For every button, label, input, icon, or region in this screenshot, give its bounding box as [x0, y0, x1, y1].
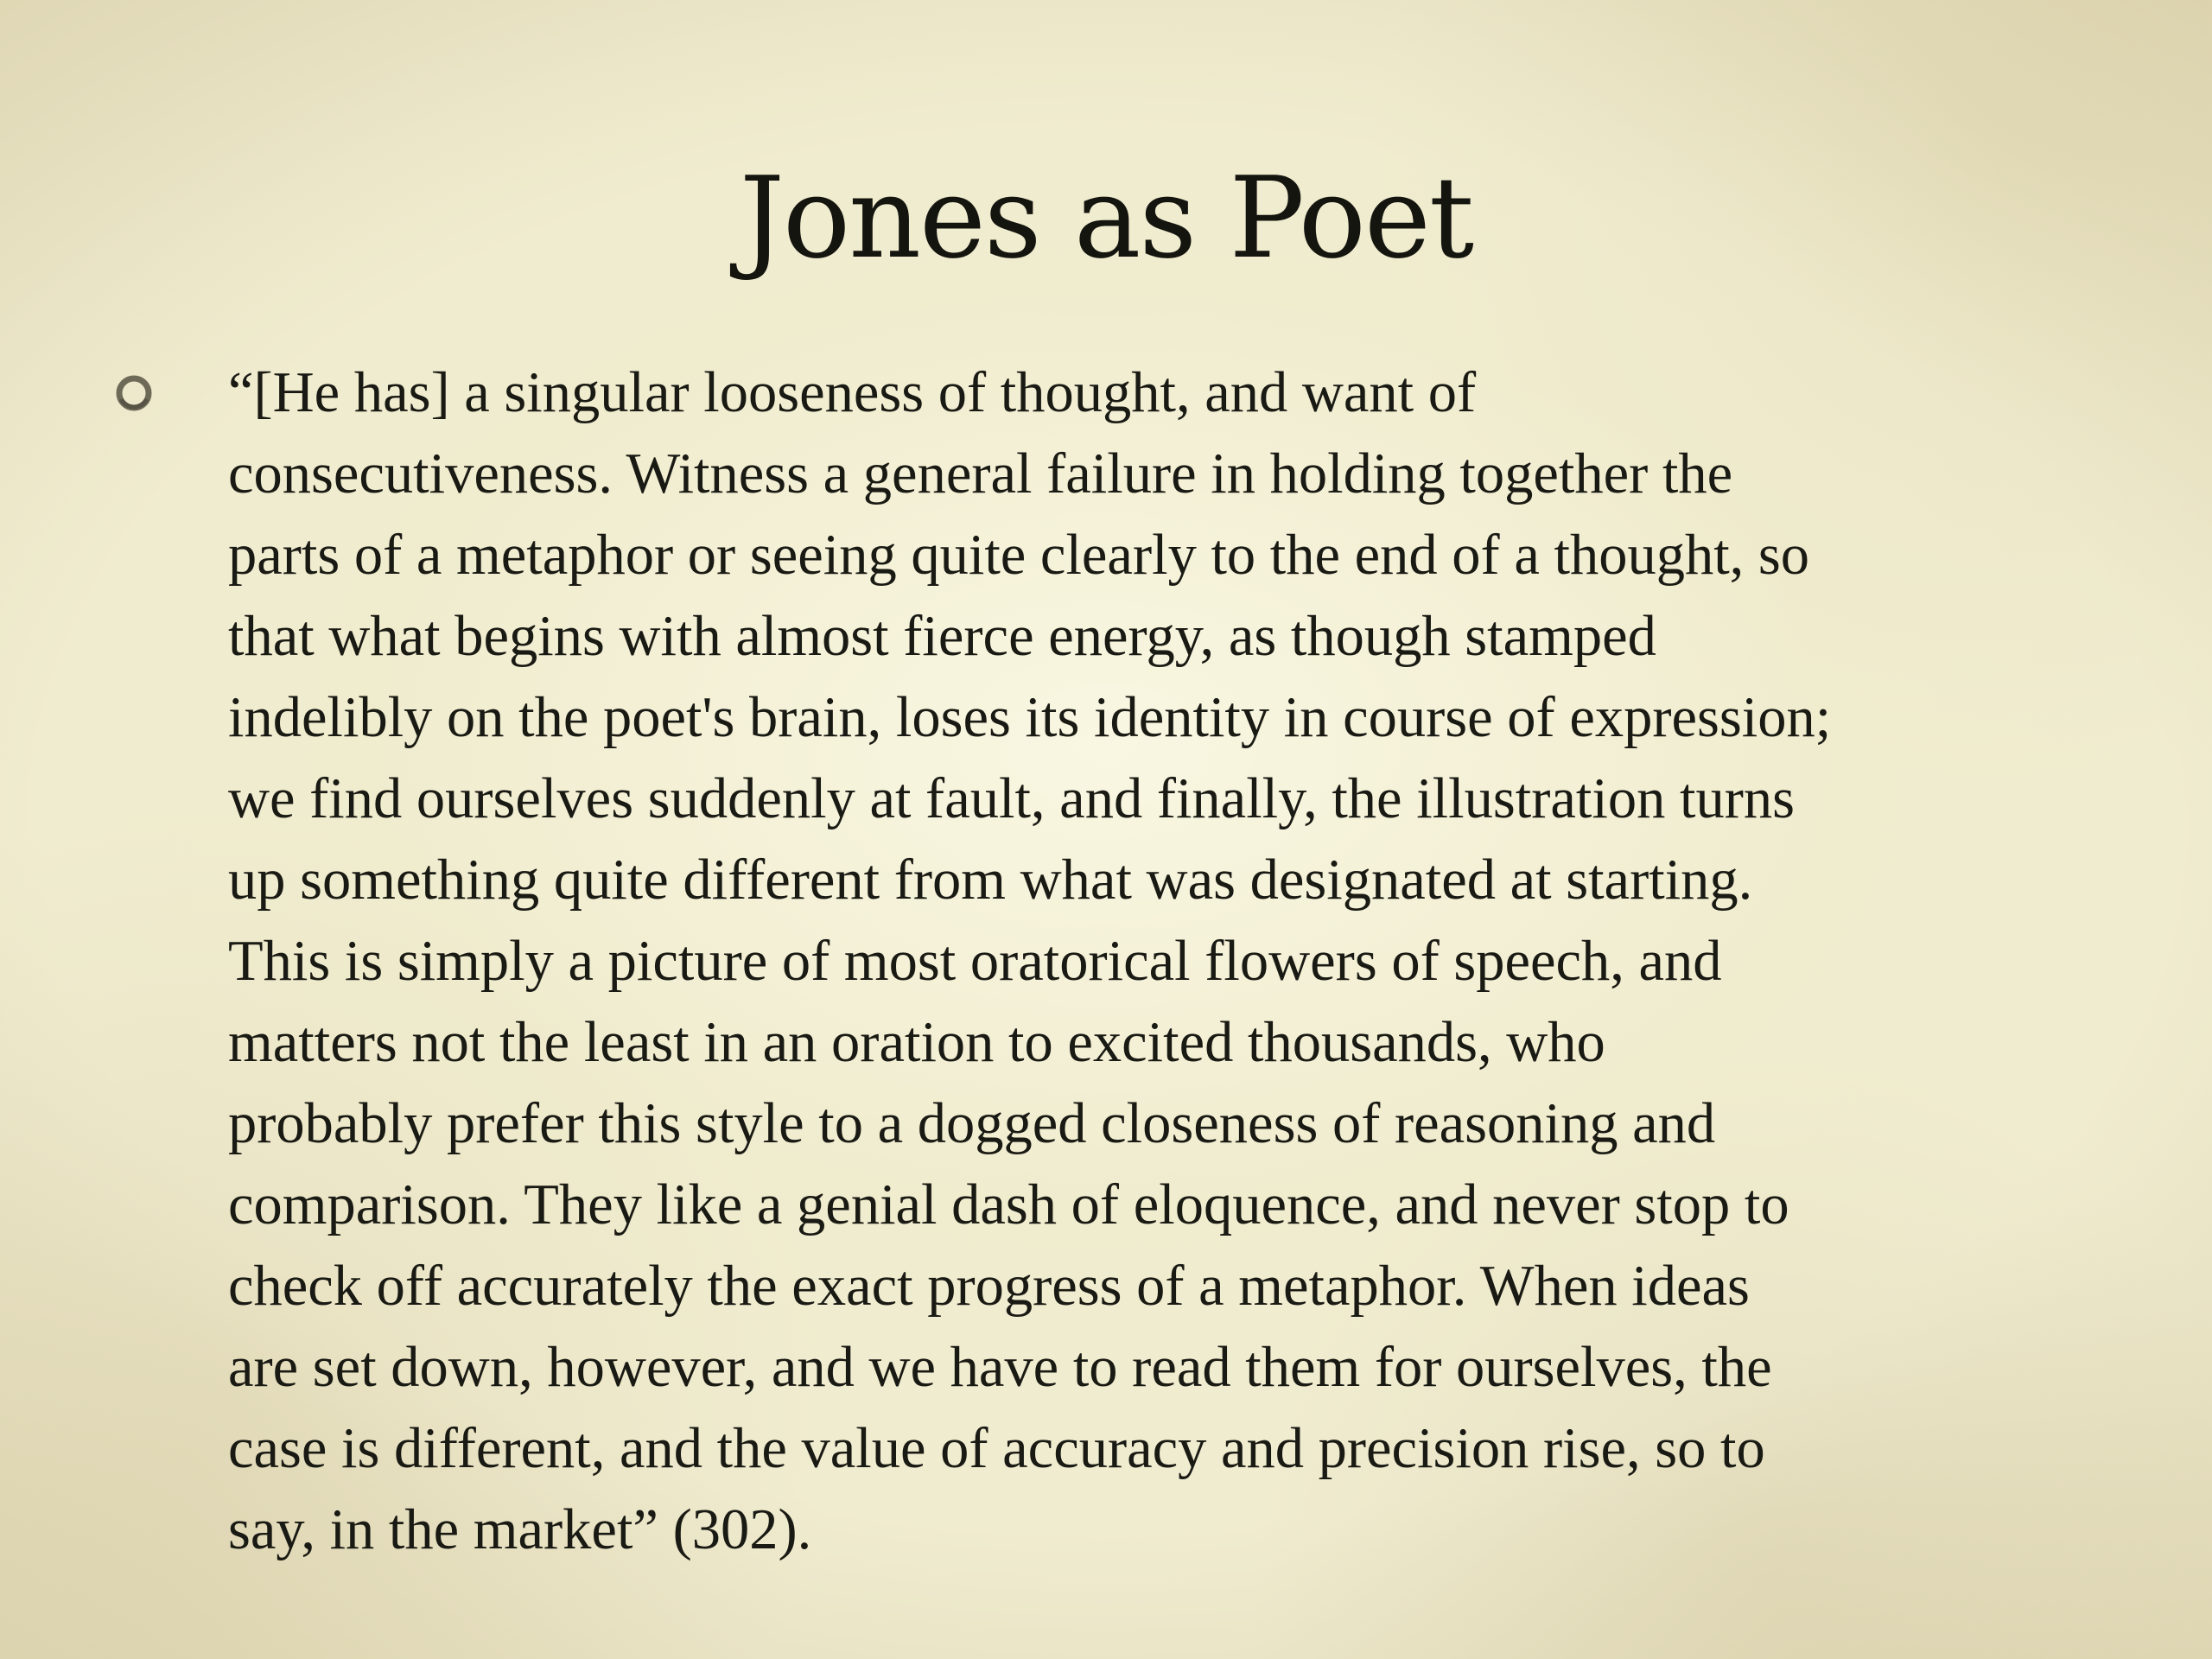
slide-title: Jones as Poet — [739, 152, 1473, 283]
quote-line: parts of a metaphor or seeing quite clearly to the end of a thought, so — [228, 524, 1810, 587]
quote-line: comparison. They like a genial dash of eloquence, and never stop to — [228, 1173, 1789, 1236]
quote-line: consecutiveness. Witness a general failure in holding together the — [228, 442, 1733, 505]
quote-line: This is simply a picture of most oratorical flowers of speech, and — [228, 930, 1722, 993]
quote-line: that what begins with almost fierce energy, as though stamped — [228, 605, 1656, 668]
quote-text — [228, 353, 2198, 1571]
bullet-item — [111, 353, 2098, 1562]
quote-line: up something quite different from what was designated at starting. — [228, 849, 1753, 912]
quote-line: matters not the least in an oration to excited thousands, who — [228, 1011, 1605, 1074]
quote-line: are set down, however, and we have to read them for ourselves, the — [228, 1336, 1772, 1399]
quote-line: indelibly on the poet's brain, loses its identity in course of expression; — [228, 686, 1832, 749]
quote-line: case is different, and the value of accuracy and precision rise, so to — [228, 1417, 1765, 1480]
quote-line: check off accurately the exact progress of a metaphor. When ideas — [228, 1255, 1750, 1318]
quote-line: we find ourselves suddenly at fault, and finally, the illustration turns — [228, 767, 1795, 830]
quote-line: probably prefer this style to a dogged closeness of reasoning and — [228, 1092, 1716, 1155]
quote-line: “[He has] a singular looseness of thought, and want of — [228, 361, 1477, 424]
hollow-circle-bullet-icon — [114, 373, 154, 413]
quote-line: say, in the market” (302). — [228, 1498, 812, 1561]
